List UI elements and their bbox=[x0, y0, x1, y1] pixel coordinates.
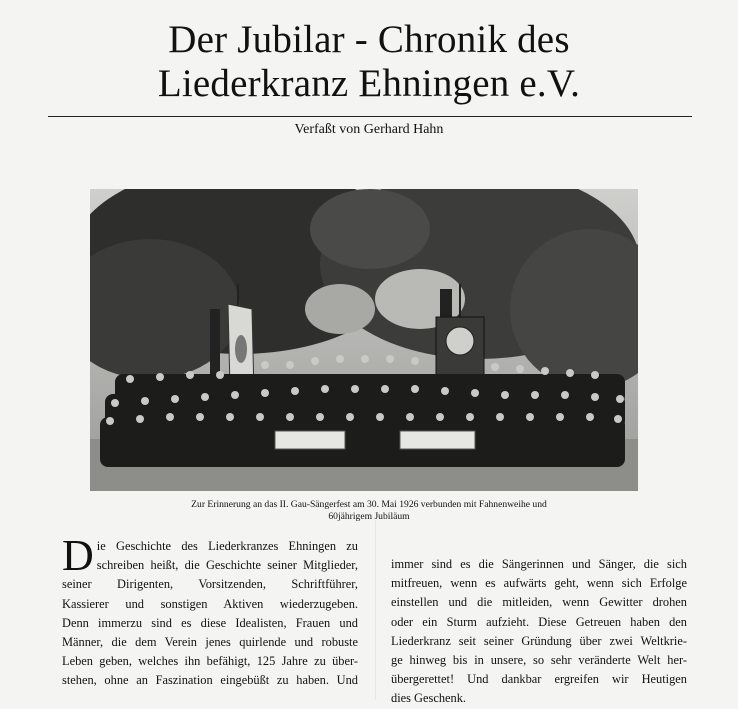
photo-caption bbox=[140, 499, 598, 522]
body-line: Männer, die dem Verein jenes quirlende und robuste bbox=[62, 635, 358, 650]
body-line: oder ein Sturm aufzieht. Diese Getreuen haben den bbox=[391, 614, 687, 629]
body-line: dies Geschenk. bbox=[391, 691, 467, 706]
body-line: Kassierer und sonstigen Aktiven wiederzugeben. bbox=[62, 596, 358, 611]
body-line: Leben geben, welches ihn befähigt, 125 Jahre zu über- bbox=[62, 654, 358, 669]
caption-line-1: Zur Erinnerung an das II. Gau-Sängerfest am 30. Mai 1926 verbunden mit Fahnenweihe und bbox=[191, 499, 547, 510]
drop-cap: D bbox=[62, 531, 94, 580]
body-line: immer sind es die Sängerinnen und Sänger, die sich bbox=[391, 557, 687, 571]
article-title bbox=[0, 18, 738, 106]
group-photo bbox=[90, 189, 638, 491]
group-photo-image bbox=[90, 189, 638, 491]
byline: Verfaßt von Gerhard Hahn bbox=[294, 122, 444, 137]
body-line: stehen, ohne an Faszination eingebüßt zu haben. Und bbox=[62, 673, 358, 688]
body-line: übergerettet! Und dankbar ergreifen wir Heutigen bbox=[391, 672, 687, 687]
body-line: schreiben heißt, die Geschichte seiner Mitglieder, bbox=[96, 558, 358, 573]
body-line: einstellen und die mitleiden, wenn Gewitter drohen bbox=[391, 595, 687, 610]
body-line: ie Geschichte des Liederkranzes Ehningen zu bbox=[96, 539, 358, 553]
body-line: mitfreuen, wenn es aufwärts geht, wenn sich Erfolge bbox=[391, 576, 687, 591]
column-divider bbox=[375, 520, 376, 700]
caption-line-2: 60jährigem Jubiläum bbox=[328, 510, 410, 522]
body-line: Liederkranz seit seiner Gründung über zwei Weltkrie- bbox=[391, 633, 687, 648]
left-column bbox=[62, 531, 358, 691]
body-line: Denn immerzu sind es diese Idealisten, Frauen und bbox=[62, 615, 358, 630]
body-line: seiner Dirigenten, Vorsitzenden, Schriftführer, bbox=[62, 577, 358, 592]
body-line: ge hinweg bis in unsere, so sehr veränderte Welt her- bbox=[391, 653, 687, 668]
title-rule bbox=[48, 116, 692, 117]
title-line-1: Der Jubilar - Chronik des bbox=[168, 18, 570, 61]
title-line-2: Liederkranz Ehningen e.V. bbox=[157, 62, 581, 105]
right-column bbox=[391, 555, 687, 709]
